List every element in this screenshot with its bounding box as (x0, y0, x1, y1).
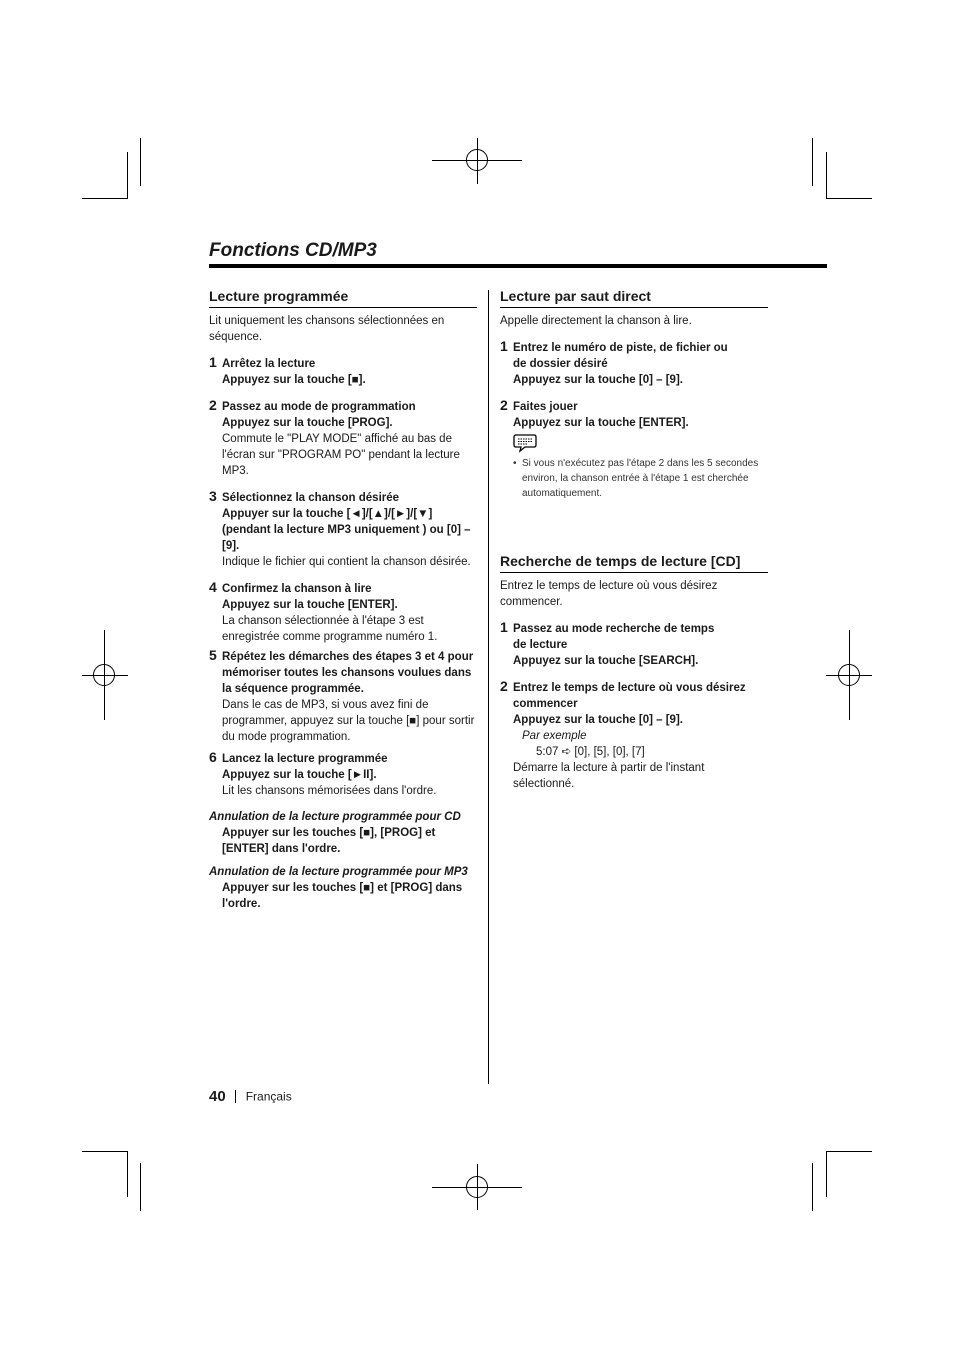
step-title: Arrêtez la lecture (222, 358, 316, 370)
column-divider (488, 290, 489, 1084)
step-action: Appuyez sur la touche [0] – [9]. (513, 374, 683, 386)
step-description: Lit les chansons mémorisées dans l'ordre. (222, 785, 437, 797)
step-number: 1 (500, 619, 508, 635)
cancel-note-cd (209, 809, 477, 857)
step-action: Appuyez sur la touche [SEARCH]. (513, 655, 699, 667)
step-number: 4 (209, 579, 217, 595)
step-number: 2 (500, 397, 508, 413)
note-icon (513, 433, 537, 453)
note-title: Annulation de la lecture programmée pour MP3 (209, 866, 468, 878)
title-rule (209, 264, 827, 268)
page-title: Fonctions CD/MP3 (209, 240, 377, 261)
step-result: Démarre la lecture à partir de l'instant sélectionné. (513, 762, 705, 790)
note-title: Annulation de la lecture programmée pour CD (209, 811, 461, 823)
step-description: Indique le fichier qui contient la chanson désirée. (222, 556, 471, 568)
section-heading: Recherche de temps de lecture [CD] (500, 552, 768, 573)
step-action: Appuyez sur la touche [ENTER]. (513, 417, 689, 429)
section-intro: Lit uniquement les chansons sélectionnées en séquence. (209, 315, 445, 343)
page-number: 40 (209, 1088, 226, 1105)
step-3 (209, 490, 477, 570)
footer-language: Français (245, 1089, 292, 1104)
step-1 (209, 356, 477, 388)
step-title: Lancez la lecture programmée (222, 753, 388, 765)
step-number: 2 (500, 678, 508, 694)
step-action: Appuyer sur la touche [◄]/[▲]/[►]/[▼] (pendant la lecture MP3 uniquement ) ou [0] – [9]. (222, 508, 471, 552)
step-title: Sélectionnez la chanson désirée (222, 492, 400, 504)
note-text: Appuyer sur les touches [■], [PROG] et [ENTER] dans l'ordre. (222, 827, 436, 855)
step-title: Entrez le temps de lecture où vous désirez commencer (513, 682, 746, 710)
step-number: 2 (209, 397, 217, 413)
step-action: Appuyez sur la touche [ENTER]. (222, 599, 398, 611)
step-number: 6 (209, 749, 217, 765)
step-number: 1 (209, 354, 217, 370)
step-1 (500, 621, 768, 669)
step-5 (209, 649, 477, 745)
step-title: Entrez le numéro de piste, de fichier ou de dossier désiré (513, 342, 728, 370)
step-2 (500, 399, 768, 501)
step-action: Appuyez sur la touche [0] – [9]. (513, 714, 683, 726)
step-1 (500, 340, 768, 388)
example-value: 5:07 ➪ [0], [5], [0], [7] (536, 746, 645, 758)
cancel-note-mp3 (209, 864, 477, 912)
section-heading: Lecture par saut direct (500, 287, 768, 308)
step-description: Commute le "PLAY MODE" affiché au bas de l'écran sur "PROGRAM PO" pendant la lecture MP3. (222, 433, 460, 477)
tip-item: • Si vous n'exécutez pas l'étape 2 dans les 5 secondes environ, la chanson entrée à l'étape 1 est cherchée automatiquement. (513, 458, 759, 499)
footer-separator (235, 1090, 236, 1103)
step-title: Faites jouer (513, 401, 578, 413)
step-description: Dans le cas de MP3, si vous avez fini de programmer, appuyez sur la touche [■] pour sortir du mode programmation. (222, 699, 475, 743)
section-lecture-programmee (209, 287, 477, 912)
step-action: Appuyez sur la touche [■]. (222, 374, 366, 386)
step-2 (209, 399, 477, 479)
step-4 (209, 581, 477, 645)
section-recherche-temps (500, 552, 768, 792)
step-title: Passez au mode de programmation (222, 401, 416, 413)
step-title: Passez au mode recherche de temps de lecture (513, 623, 715, 651)
tip-text: Si vous n'exécutez pas l'étape 2 dans les 5 secondes environ, la chanson entrée à l'étape 1 est cherchée automatiquement. (522, 458, 759, 499)
example-label: Par exemple (522, 730, 587, 742)
step-action: Appuyez sur la touche [PROG]. (222, 417, 393, 429)
step-title: Confirmez la chanson à lire (222, 583, 372, 595)
note-text: Appuyer sur les touches [■] et [PROG] dans l'ordre. (222, 882, 463, 910)
step-action: Appuyez sur la touche [►II]. (222, 769, 377, 781)
section-heading: Lecture programmée (209, 287, 477, 308)
step-title: Répétez les démarches des étapes 3 et 4 pour mémoriser toutes les chansons voulues dans la séquence programmée. (222, 651, 474, 695)
step-2 (500, 680, 768, 792)
section-intro: Entrez le temps de lecture où vous désirez commencer. (500, 580, 718, 608)
step-number: 5 (209, 647, 217, 663)
step-6 (209, 751, 477, 799)
section-lecture-saut-direct (500, 287, 768, 501)
section-intro: Appelle directement la chanson à lire. (500, 315, 692, 327)
step-number: 3 (209, 488, 217, 504)
page-footer (209, 1088, 292, 1105)
step-number: 1 (500, 338, 508, 354)
step-description: La chanson sélectionnée à l'étape 3 est enregistrée comme programme numéro 1. (222, 615, 438, 643)
